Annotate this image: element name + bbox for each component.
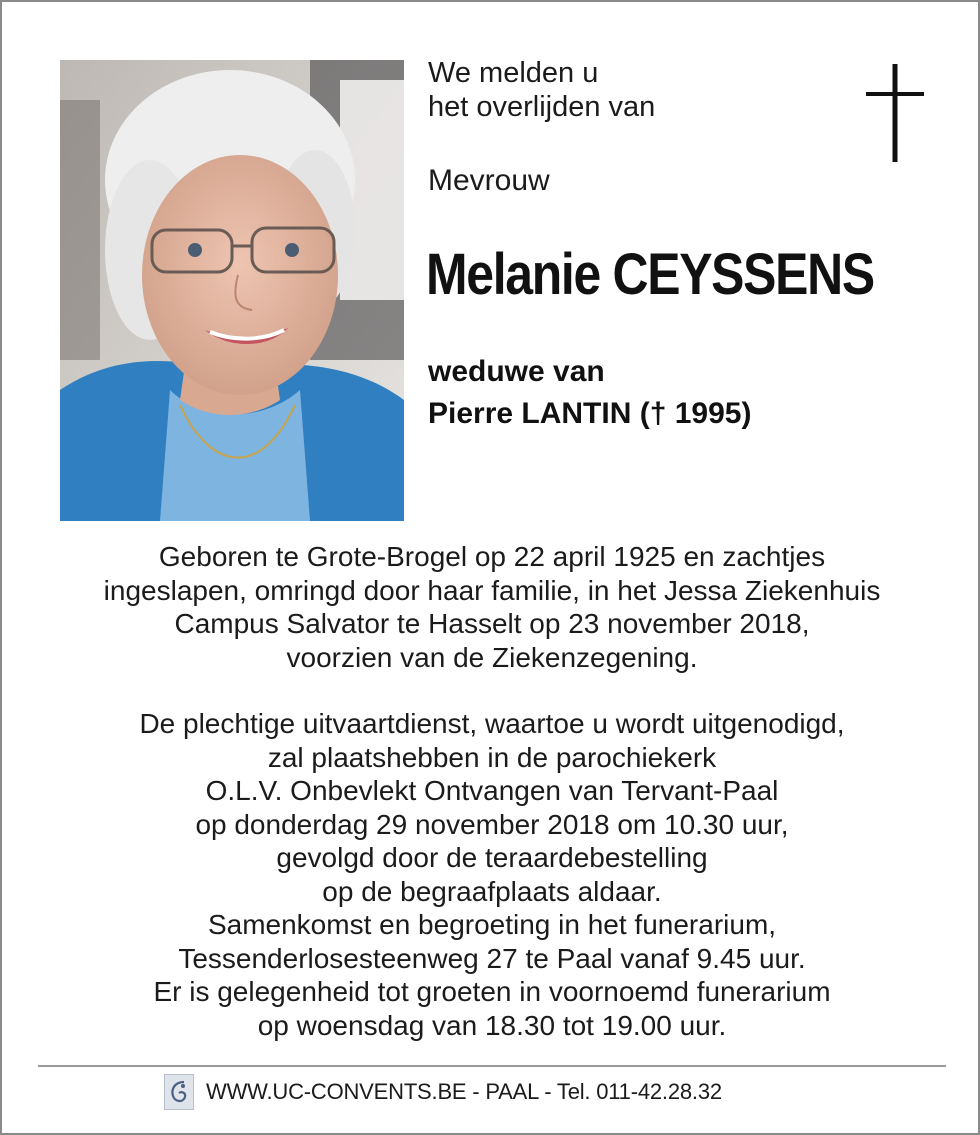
- birth-line: voorzien van de Ziekenzegening.: [286, 641, 698, 673]
- service-line: gevolgd door de teraardebestelling: [276, 842, 708, 873]
- service-line: op woensdag van 18.30 tot 19.00 uur.: [257, 1009, 727, 1041]
- intro-line: het overlijden van: [428, 91, 656, 123]
- birth-line: Geboren te Grote-Brogel op 22 april 1925 en zachtjes: [158, 541, 826, 572]
- service-line: Er is gelegenheid tot groeten in voornoemd funerarium: [153, 976, 831, 1007]
- service-paragraph: [42, 707, 942, 1042]
- footer-divider: [38, 1065, 946, 1067]
- deceased-name: Melanie CEYSSENS: [426, 242, 874, 307]
- footer: [164, 1074, 722, 1110]
- birth-line: Campus Salvator te Hasselt op 23 november 2018,: [174, 608, 810, 639]
- service-line: op donderdag 29 november 2018 om 10.30 uur,: [195, 808, 789, 840]
- spouse-info: [428, 351, 751, 435]
- salutation: Mevrouw: [428, 164, 550, 197]
- portrait-illustration: [60, 60, 404, 521]
- service-line: op de begraafplaats aldaar.: [322, 875, 662, 907]
- service-line: Samenkomst en begroeting in het funerarium,: [207, 909, 777, 940]
- funeral-home-logo-icon: [164, 1074, 194, 1110]
- intro-text: [428, 56, 655, 124]
- service-line: O.L.V. Onbevlekt Ontvangen van Tervant-Paal: [205, 775, 779, 806]
- service-line: Tessenderlosesteenweg 27 te Paal vanaf 9.45 uur.: [178, 942, 806, 974]
- spouse-line: Pierre LANTIN († 1995): [428, 397, 752, 430]
- birth-line: ingeslapen, omringd door haar familie, in het Jessa Ziekenhuis: [103, 574, 881, 606]
- intro-line: We melden u: [428, 57, 599, 89]
- service-line: zal plaatshebben in de parochiekerk: [267, 741, 717, 773]
- service-line: De plechtige uitvaartdienst, waartoe u wordt uitgenodigd,: [139, 708, 845, 739]
- birth-paragraph: [42, 540, 942, 674]
- portrait-photo: [60, 60, 404, 521]
- cross-icon: [866, 64, 924, 162]
- spouse-line: weduwe van: [428, 355, 605, 388]
- footer-contact[interactable]: WWW.UC-CONVENTS.BE - PAAL - Tel. 011-42.28.32: [206, 1079, 722, 1104]
